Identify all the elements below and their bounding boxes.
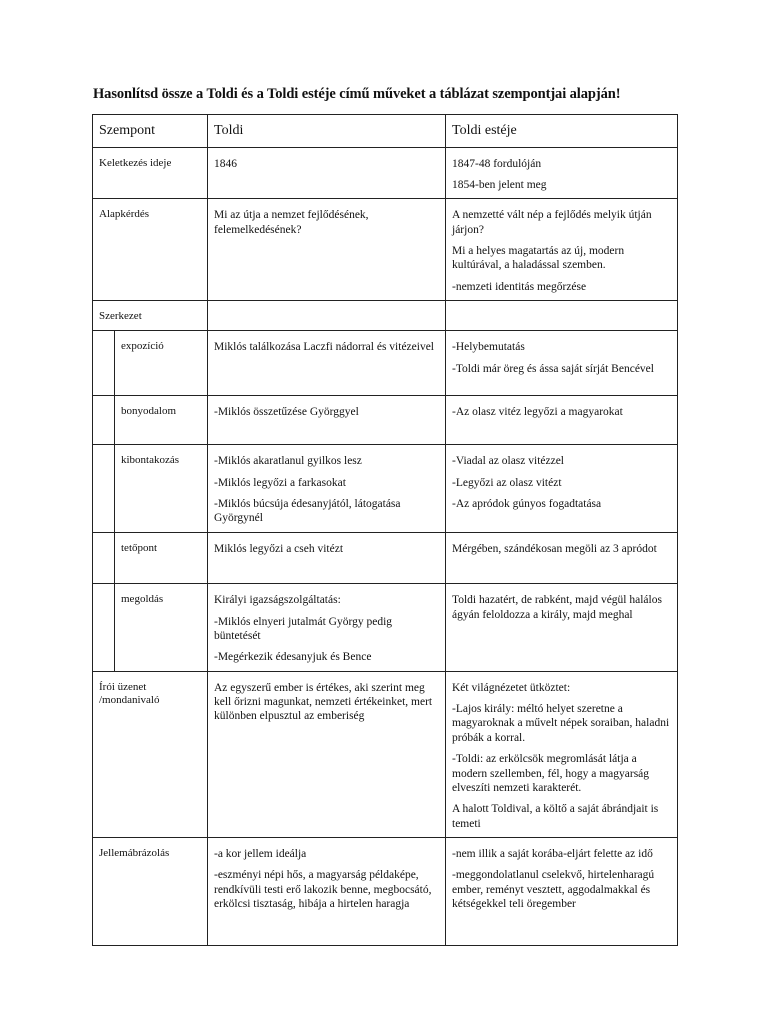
cell-tetopont-esteje: Mérgében, szándékosan megöli az 3 apródot <box>446 533 678 584</box>
cell-jellem-esteje: -nem illik a saját korába-eljárt felette az idő -meggondolatlanul cselekvő, hirtelenharagú ember, reményt vesztett, aggodalmakkal és kétségekkel teli öregember <box>446 838 678 946</box>
label-bonyodalom: bonyodalom <box>115 396 208 445</box>
indent-cell <box>93 445 115 533</box>
label-uzenet <box>93 671 208 837</box>
row-tetopont <box>93 533 678 584</box>
row-megoldas <box>93 584 678 672</box>
cell-uzenet-toldi: Az egyszerű ember is értékes, aki szerint meg kell őrizni magunkat, nemzeti értékeinket, mert különben elpusztul az emberiség <box>208 671 446 837</box>
row-kibontakozas <box>93 445 678 533</box>
cell-expozicio-toldi: Miklós találkozása Laczfi nádorral és vitézeivel <box>208 331 446 396</box>
label-uzenet-line1: Írói üzenet <box>99 680 147 693</box>
indent-cell <box>93 331 115 396</box>
cell-alapkerdes-esteje: A nemzetté vált nép a fejlődés melyik útján járjon? Mi a helyes magatartás az új, modern kultúrával, a haladással szemben. -nemzeti identitás megőrzése <box>446 199 678 301</box>
cell-megoldas-esteje: Toldi hazatért, de rabként, majd végül halálos ágyán feloldozza a király, majd meghal <box>446 584 678 672</box>
indent-cell <box>93 396 115 445</box>
cell-alapkerdes-toldi: Mi az útja a nemzet fejlődésének, felemelkedésének? <box>208 199 446 301</box>
label-megoldas: megoldás <box>115 584 208 672</box>
cell-tetopont-toldi: Miklós legyőzi a cseh vitézt <box>208 533 446 584</box>
cell-bonyodalom-toldi: -Miklós összetűzése Györggyel <box>208 396 446 445</box>
label-alapkerdes: Alapkérdés <box>93 199 208 301</box>
row-expozicio <box>93 331 678 396</box>
row-keletkezes <box>93 147 678 199</box>
cell-kibontakozas-toldi: -Miklós akaratlanul gyilkos lesz -Miklós legyőzi a farkasokat -Miklós búcsúja édesanyjától, látogatása Györgynél <box>208 445 446 533</box>
cell-szerkezet-toldi <box>208 301 446 331</box>
cell-bonyodalom-esteje: -Az olasz vitéz legyőzi a magyarokat <box>446 396 678 445</box>
cell-jellem-toldi: -a kor jellem ideálja -eszményi népi hős, a magyarság példaképe, rendkívüli testi erő lakozik benne, megbocsátó, erkölcsi tisztaság, hibája a hirtelen haragja <box>208 838 446 946</box>
header-toldi-esteje: Toldi estéje <box>446 115 678 148</box>
cell-uzenet-esteje: Két világnézetet ütköztet: -Lajos király: méltó helyet szeretne a magyaroknak a művelt népek soraiban, haladni próbák a korral. -Toldi: az erkölcsök megromlását látja a modern szellemben, fél, hogy a magyarság elveszíti nemzeti karakterét. A halott Toldival, a költő a saját ábrándjait is temeti <box>446 671 678 837</box>
label-kibontakozas: kibontakozás <box>115 445 208 533</box>
label-expozicio: expozíció <box>115 331 208 396</box>
cell-keletkezes-toldi: 1846 <box>208 147 446 199</box>
cell-megoldas-toldi: Királyi igazságszolgáltatás: -Miklós elnyeri jutalmát György pedig büntetését -Megérkezik édesanyjuk és Bence <box>208 584 446 672</box>
header-row <box>93 115 678 148</box>
indent-cell <box>93 533 115 584</box>
cell-kibontakozas-esteje: -Viadal az olasz vitézzel -Legyőzi az olasz vitézt -Az apródok gúnyos fogadtatása <box>446 445 678 533</box>
label-keletkezes: Keletkezés ideje <box>93 147 208 199</box>
label-uzenet-line2: /mondanivaló <box>99 694 160 707</box>
row-szerkezet <box>93 301 678 331</box>
cell-keletkezes-esteje: 1847-48 fordulóján 1854-ben jelent meg <box>446 147 678 199</box>
label-tetopont: tetőpont <box>115 533 208 584</box>
page-title: Hasonlítsd össze a Toldi és a Toldi estéje című műveket a táblázat szempontjai alapján! <box>93 86 621 102</box>
cell-expozicio-esteje: -Helybemutatás -Toldi már öreg és ássa saját sírját Bencével <box>446 331 678 396</box>
header-szempont: Szempont <box>93 115 208 148</box>
row-bonyodalom <box>93 396 678 445</box>
comparison-table <box>92 114 678 946</box>
row-jellem <box>93 838 678 946</box>
label-jellem: Jellemábrázolás <box>93 838 208 946</box>
cell-szerkezet-esteje <box>446 301 678 331</box>
row-uzenet <box>93 671 678 837</box>
header-toldi: Toldi <box>208 115 446 148</box>
label-szerkezet: Szerkezet <box>93 301 208 331</box>
row-alapkerdes <box>93 199 678 301</box>
indent-cell <box>93 584 115 672</box>
